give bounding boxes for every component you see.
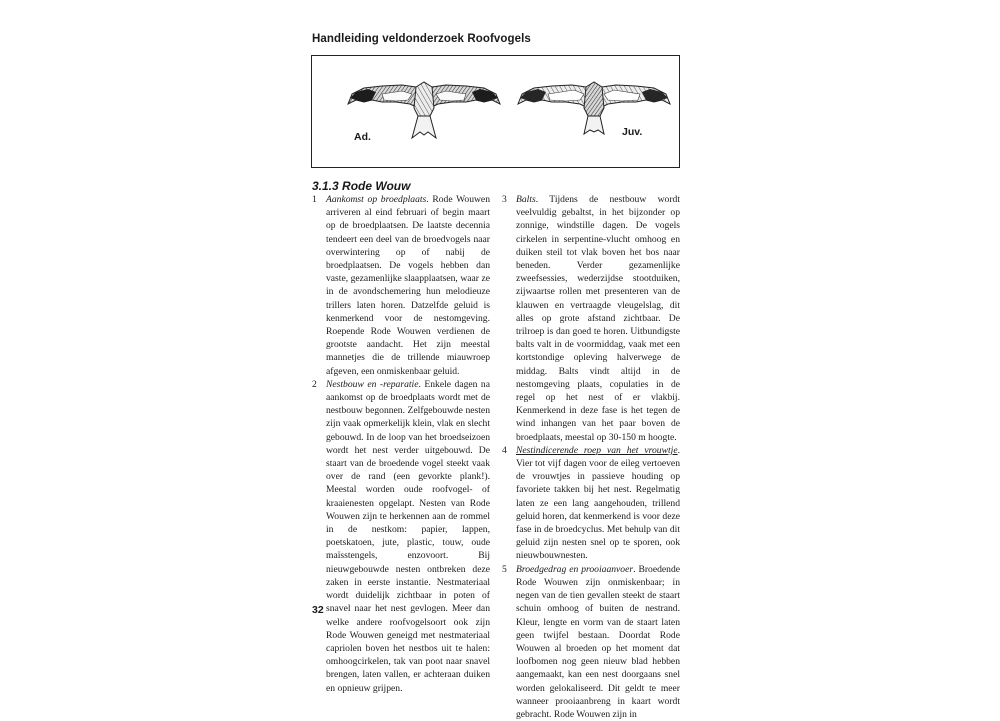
item-number: 5	[502, 563, 507, 575]
adult-label: Ad.	[354, 131, 371, 143]
item-lead: Nestindicerende roep van het vrouwtje	[516, 444, 678, 456]
adult-kite-icon	[348, 82, 500, 138]
kite-silhouettes-svg	[312, 56, 681, 169]
section-title: 3.1.3 Rode Wouw	[312, 179, 411, 193]
item-number: 3	[502, 194, 507, 205]
kite-illustration-figure	[311, 55, 680, 168]
text-column-right	[502, 193, 680, 720]
item-lead: Aankomst op broedplaats	[326, 194, 427, 205]
juvenile-kite-icon	[518, 82, 670, 134]
numbered-paragraph-4	[502, 444, 680, 563]
running-header: Handleiding veldonderzoek Roofvogels	[312, 33, 531, 45]
item-text: . Broedende Rode Wouwen zijn onmiskenbaar; in negen van de tien gevallen steekt de staart schuin omhoog of buiten de nestrand. Kleur, lengte en vorm van de staart laten geen twijfel bestaan. Doordat Rode Wouwen al broeden op het moment dat loofbomen nog geen nieuw blad hebben aangemaakt, kan een nest doorgaans snel worden gelokaliseerd. Dit geldt te meer wanneer prooiaanbreng in kaart wordt gebracht. Rode Wouwen zijn in	[516, 563, 680, 720]
item-lead: Balts	[516, 194, 536, 205]
item-text: . Vier tot vijf dagen voor de eileg vertoeven de vrouwtjes in passieve houding op favoriete takken bij het nest. Regelmatig laten ze een lang aangehouden, trillend geluid horen, dat kenmerkend is voor deze fase in de broedcyclus. Met behulp van dit geluid zijn nesten snel op te sporen, ook nieuwbouwnesten.	[516, 444, 680, 562]
page-number: 32	[312, 604, 324, 616]
item-number: 2	[312, 378, 317, 390]
numbered-paragraph-2	[312, 378, 490, 695]
item-text: . Tijdens de nestbouw wordt veelvuldig gebaltst, in het bijzonder op zonnige, windstille dagen. De vogels cirkelen in serpentine-vlucht omhoog en duiken steil tot vlak boven het bos naar beneden. Verder gezamenlijke zweefsessies, wederzijdse stootduiken, zijwaartse rollen met presenteren van de klauwen en vertraagde vleugelslag, dit alles op grote afstand zichtbaar. De trilroep is dan goed te horen. Uitbundigste balts valt in de voormiddag, vaak met een kortstondige opleving halverwege de middag. Balts vindt altijd in de nestomgeving plaats, copulaties in de regel op het nest of er vlakbij. Kenmerkend in deze fase is het tegen de wind inhangen van het paar boven de broedplaats, meestal op 30-150 m hoogte.	[516, 194, 680, 443]
item-text: . Rode Wouwen arriveren al eind februari of begin maart op de broedplaatsen. De laatste decennia tendeert een deel van de broedvogels naar overwintering op of nabij de broedplaatsen. De vogels hebben dan vaste, gezamenlijke slaapplaatsen, waar ze in de avondschemering hun melodieuze trillers laten horen. Datzelfde geluid is kenmerkend voor de nestomgeving. Roepende Rode Wouwen verdienen de grootste aandacht. Het zijn meestal mannetjes die de trillende miauwroep afgeven, een onmiskenbaar geluid.	[326, 194, 490, 377]
juvenile-label: Juv.	[622, 126, 643, 138]
item-number: 4	[502, 444, 507, 456]
numbered-paragraph-3	[502, 193, 680, 444]
item-lead: Broedgedrag en prooiaanvoer	[516, 563, 634, 575]
numbered-paragraph-5	[502, 563, 680, 721]
item-text: . Enkele dagen na aankomst op de broedplaats wordt met de nestbouw begonnen. Zelfgebouwde nesten zijn vaak opmerkelijk klein, vlak en slecht gebouwd. In de loop van het broedseizoen wordt het nest verder uitgebouwd. De staart van de broedende vogel steekt vaak over de rand (een gevorkte plank!). Meestal worden oude roofvogel- of kraaienesten opgelapt. Nesten van Rode Wouwen zijn te herkennen aan de rommel in de nestkom: papier, lappen, poetskatoen, jute, plastic, touw, oude maïsstengels, enzovoort. Bij nieuwgebouwde nesten ontbreken deze zaken in eerste instantie. Nestmateriaal wordt duidelijk zichtbaar in poten of snavel naar het nest gevlogen. Meer dan welke andere roofvogelsoort ook zijn Rode Wouwen geneigd met nestmateriaal capriolen boven het nestbos uit te halen: omhoogcirkelen, tak van poot naar snavel brengen, laten vallen, er achteraan duiken en opnieuw grijpen.	[326, 378, 490, 694]
item-lead: Nestbouw en -reparatie	[326, 378, 419, 390]
numbered-paragraph-1	[312, 193, 490, 378]
item-number: 1	[312, 194, 317, 205]
